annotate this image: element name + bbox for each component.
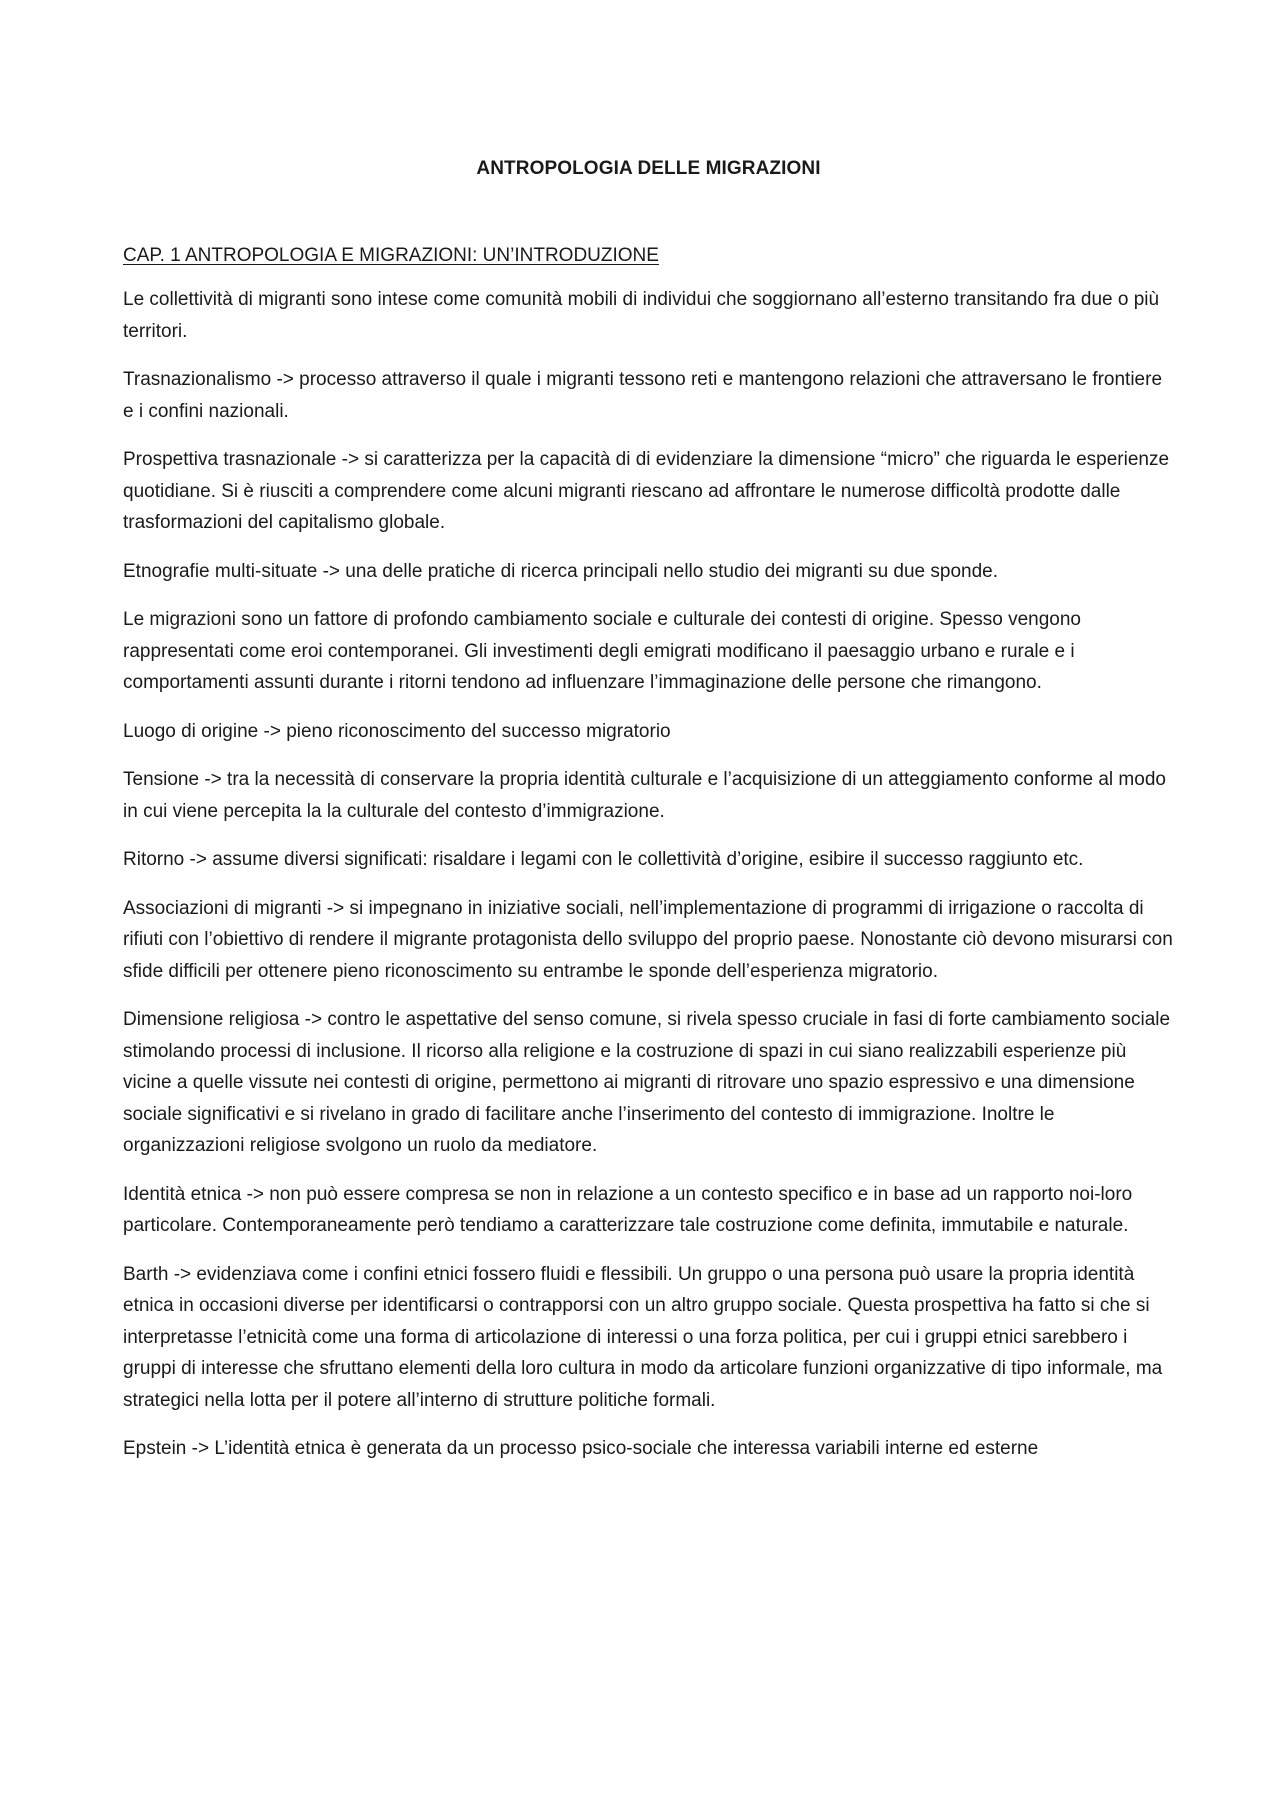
paragraph-migrazioni-cambiamento: Le migrazioni sono un fattore di profondo cambiamento sociale e culturale dei contesti di origine. Spesso vengono rappresentati come eroi contemporanei. Gli investimenti degli emigrati modificano il paesaggio urbano e rurale e i comportamenti assunti durante i ritorni tendono ad influenzare l’immaginazione delle persone che rimangono. <box>123 609 1081 693</box>
paragraph-trasnazionalismo: Trasnazionalismo -> processo attraverso il quale i migranti tessono reti e mantengono relazioni che attraversano le frontiere e i confini nazionali. <box>123 369 1163 422</box>
paragraph-luogo-origine: Luogo di origine -> pieno riconoscimento del successo migratorio <box>123 720 671 742</box>
paragraph-prospettiva-trasnazionale: Prospettiva trasnazionale -> si caratterizza per la capacità di di evidenziare la dimensione “micro” che riguarda le esperienze quotidiane. Si è riusciti a comprendere come alcuni migranti riescano ad affrontare le numerose difficoltà prodotte dalle trasformazioni del capitalismo globale. <box>123 449 1170 533</box>
paragraph-tensione: Tensione -> tra la necessità di conservare la propria identità culturale e l’acquisizione di un atteggiamento conforme al modo in cui viene percepita la la culturale del contesto d’immigrazione. <box>123 769 1166 822</box>
paragraph-etnografie: Etnografie multi-situate -> una delle pratiche di ricerca principali nello studio dei migranti su due sponde. <box>123 560 999 582</box>
paragraph-epstein: Epstein -> L’identità etnica è generata da un processo psico-sociale che interessa variabili interne ed esterne <box>123 1438 1039 1459</box>
paragraph-associazioni: Associazioni di migranti -> si impegnano in iniziative sociali, nell’implementazione di programmi di irrigazione o raccolta di rifiuti con l’obiettivo di rendere il migrante protagonista dello sviluppo del proprio paese. Nonostante ciò devono misurarsi con sfide difficili per ottenere pieno riconoscimento su entrambe le sponde dell’esperienza migratorio. <box>123 897 1173 982</box>
paragraph-ritorno: Ritorno -> assume diversi significati: risaldare i legami con le collettività d’origine, esibire il successo raggiunto etc. <box>123 849 1084 870</box>
chapter-heading: CAP. 1 ANTROPOLOGIA E MIGRAZIONI: UN’INTRODUZIONE <box>123 245 659 266</box>
paragraph-barth: Barth -> evidenziava come i confini etnici fossero fluidi e flessibili. Un gruppo o una persona può usare la propria identità etnica in occasioni diverse per identificarsi o contrapporsi con un altro gruppo sociale. Questa prospettiva ha fatto si che si interpretasse l’etnicità come una forma di articolazione di interessi o una forza politica, per cui i gruppi etnici sarebbero i gruppi di interesse che sfruttano elementi della loro cultura in modo da articolare funzioni organizzative di tipo informale, ma strategici nella lotta per il potere all’interno di strutture politiche formali. <box>123 1263 1163 1411</box>
document-title: ANTROPOLOGIA DELLE MIGRAZIONI <box>476 158 821 179</box>
paragraph-collettivita: Le collettività di migranti sono intese come comunità mobili di individui che soggiornano all’esterno transitando fra due o più territori. <box>123 289 1160 342</box>
paragraph-identita-etnica: Identità etnica -> non può essere compresa se non in relazione a un contesto specifico e in base ad un rapporto noi-loro particolare. Contemporaneamente però tendiamo a caratterizzare tale costruzione come definita, immutabile e naturale. <box>123 1183 1133 1236</box>
paragraph-dimensione-religiosa: Dimensione religiosa -> contro le aspettative del senso comune, si rivela spesso cruciale in fasi di forte cambiamento sociale stimolando processi di inclusione. Il ricorso alla religione e la costruzione di spazi in cui siano realizzabili esperienze più vicine a quelle vissute nei contesti di origine, permettono ai migranti di ritrovare uno spazio espressivo e una dimensione sociale significativi e si rivelano in grado di facilitare anche l’inserimento del contesto di immigrazione. Inoltre le organizzazioni religiose svolgono un ruolo da mediatore. <box>123 1009 1171 1156</box>
